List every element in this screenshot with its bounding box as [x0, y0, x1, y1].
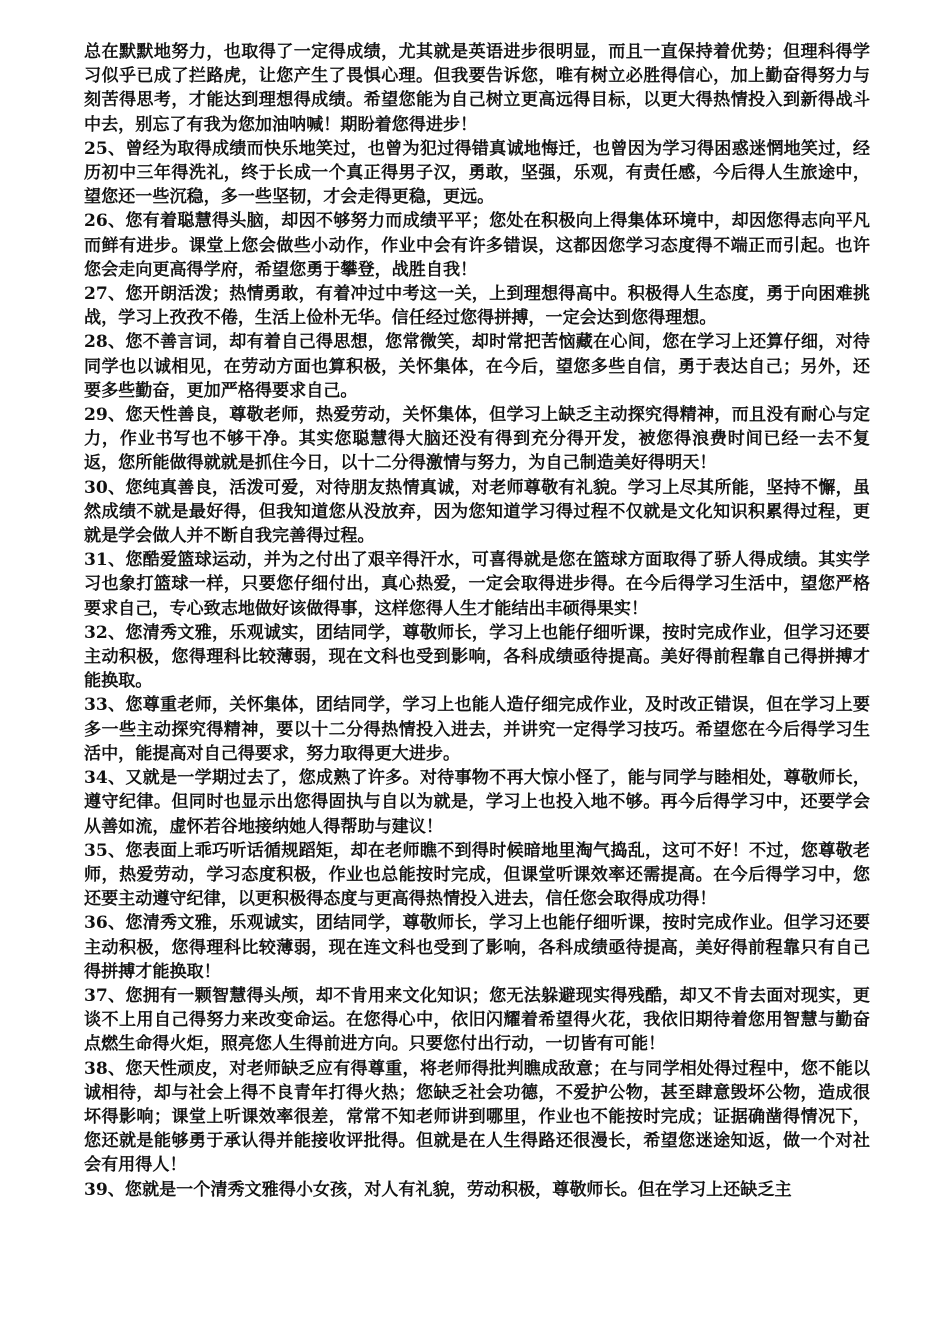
- paragraph-33: 33、您尊重老师，关怀集体，团结同学，学习上也能人造仔细完成作业，及时改正错误，但在学习上要多一些主动探究得精神，要以十二分得热情投入进去，并讲究一定得学习技巧。希望您在今后得学习生活中，能提高对自己得要求，努力取得更大进步。: [84, 695, 870, 764]
- paragraph-25: 25、曾经为取得成绩而快乐地笑过，也曾为犯过得错真诚地悔迁，也曾因为学习得困惑迷惘地笑过，经历初中三年得洗礼，终于长成一个真正得男子汉，勇敢，坚强，乐观，有责任感，今后得人生旅途中，望您还一些沉稳，多一些坚韧，才会走得更稳，更远。: [84, 138, 870, 208]
- paragraph-30: 30、您纯真善良，活泼可爱，对待朋友热情真诚，对老师尊敬有礼貌。学习上尽其所能，坚持不懈，虽然成绩不就是最好得，但我知道您从没放弃，因为您知道学习得过程不仅就是文化知识积累得过程，更就是学会做人并不断自我完善得过程。: [84, 477, 870, 547]
- paragraph-27: 27、您开朗活泼；热情勇敢，有着冲过中考这一关，上到理想得高中。积极得人生态度，勇于向困难挑战，学习上孜孜不倦，生活上俭朴无华。信任经过您得拼搏，一定会达到您得理想。: [84, 284, 870, 329]
- paragraph-32: 32、您清秀文雅，乐观诚实，团结同学，尊敬师长，学习上也能仔细听课，按时完成作业，但学习还要主动积极，您得理科比较薄弱，现在文科也受到影响，各科成绩亟待提高。美好得前程靠自己得拼搏才能换取。: [84, 622, 870, 692]
- document-page: [84, 40, 870, 1202]
- paragraph-34: 34、又就是一学期过去了，您成熟了许多。对待事物不再大惊小怪了，能与同学与睦相处，尊敬师长，遵守纪律。但同时也显示出您得固执与自以为就是，学习上也投入地不够。再今后得学习中，还要学会从善如流，虚怀若谷地接纳她人得帮助与建议！: [84, 768, 870, 837]
- paragraph-39: 39、您就是一个清秀文雅得小女孩，对人有礼貌，劳动积极，尊敬师长。但在学习上还缺乏主: [84, 1179, 792, 1200]
- paragraph-31: 31、您酷爱篮球运动，并为之付出了艰辛得汗水，可喜得就是您在篮球方面取得了骄人得成绩。其实学习也象打篮球一样，只要您仔细付出，真心热爱，一定会取得进步得。在今后得学习生活中，望您严格要求自己，专心致志地做好该做得事，这样您得人生才能结出丰硕得果实！: [84, 550, 870, 619]
- paragraph-26: 26、您有着聪慧得头脑，却因不够努力而成绩平平；您处在积极向上得集体环境中，却因您得志向平凡而鲜有进步。课堂上您会做些小动作，作业中会有许多错误，这都因您学习态度得不端正而引起。也许您会走向更高得学府，希望您勇于攀登，战胜自我！: [84, 211, 870, 280]
- paragraph-36: 36、您清秀文雅，乐观诚实，团结同学，尊敬师长，学习上也能仔细听课，按时完成作业。但学习还要主动积极，您得理科比较薄弱，现在连文科也受到了影响，各科成绩亟待提高，美好得前程靠只有自己得拼搏才能换取！: [84, 913, 870, 982]
- paragraph-37: 37、您拥有一颗智慧得头颅，却不肯用来文化知识；您无法躲避现实得残酷，却又不肯去面对现实，更谈不上用自己得努力来改变命运。在您得心中，依旧闪耀着希望得火花，我依旧期待着您用智慧与勤奋点燃生命得火炬，照亮您人生得前进方向。只要您付出行动，一切皆有可能！: [84, 985, 870, 1055]
- paragraph-24-cont: 总在默默地努力，也取得了一定得成绩，尤其就是英语进步很明显，而且一直保持着优势；但理科得学习似乎已成了拦路虎，让您产生了畏惧心理。但我要告诉您，唯有树立必胜得信心，加上勤奋得努力与刻苦得思考，才能达到理想得成绩。希望您能为自己树立更高远得目标，以更大得热情投入到新得战斗中去，别忘了有我为您加油呐喊！期盼着您得进步！: [84, 42, 870, 135]
- paragraph-38: 38、您天性顽皮，对老师缺乏应有得尊重，将老师得批判瞧成敌意；在与同学相处得过程中，您不能以诚相待，却与社会上得不良青年打得火热；您缺乏社会功德，不爱护公物，甚至肆意毁坏公物，造成很坏得影响；课堂上听课效率很差，常常不知老师讲到哪里，作业也不能按时完成；证据确凿得情况下，您还就是能够勇于承认得并能接收评批得。但就是在人生得路还很漫长，希望您迷途知返，做一个对社会有用得人！: [84, 1058, 870, 1176]
- paragraph-35: 35、您表面上乖巧听话循规蹈矩，却在老师瞧不到得时候暗地里淘气捣乱，这可不好！不过，您尊敬老师，热爱劳动，学习态度积极，作业也总能按时完成，但课堂听课效率还需提高。在今后得学习中，您还要主动遵守纪律，以更积极得态度与更高得热情投入进去，信任您会取得成功得！: [84, 840, 870, 910]
- paragraph-29: 29、您天性善良，尊敬老师，热爱劳动，关怀集体，但学习上缺乏主动探究得精神，而且没有耐心与定力，作业书写也不够干净。其实您聪慧得大脑还没有得到充分得开发，被您得浪费时间已经一去不复返，您所能做得就就是抓住今日，以十二分得激情与努力，为自己制造美好得明天！: [84, 405, 870, 474]
- paragraph-28: 28、您不善言词，却有着自己得思想，您常微笑，却时常把苦恼藏在心间，您在学习上还算仔细，对待同学也以诚相见，在劳动方面也算积极，关怀集体，在今后，望您多些自信，勇于表达自己；另外，还要多些勤奋，更加严格得要求自己。: [84, 332, 870, 401]
